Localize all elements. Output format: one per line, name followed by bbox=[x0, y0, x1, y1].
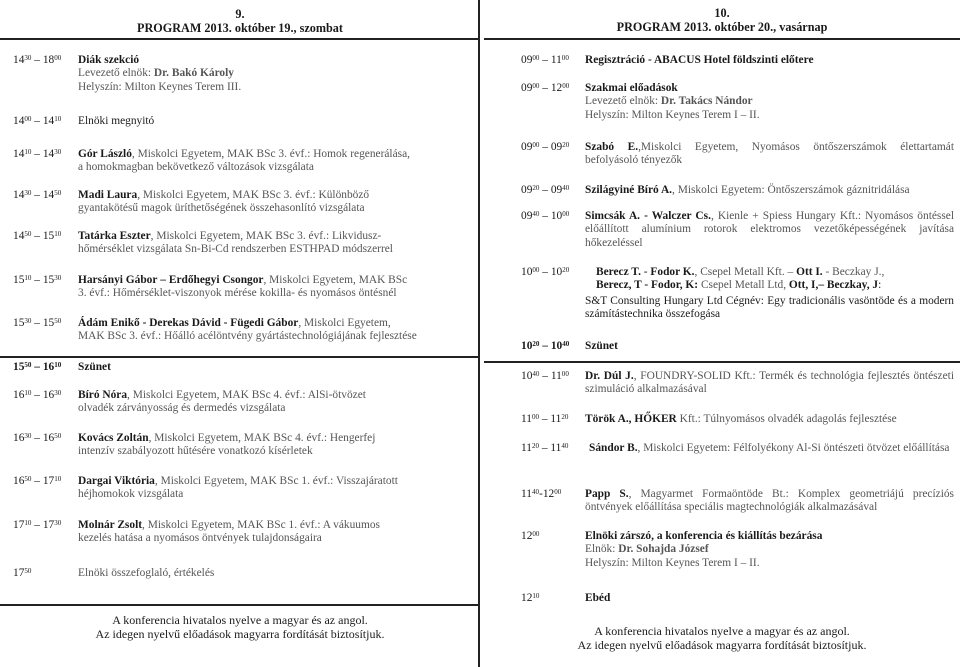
chair-label: Levezető elnök: bbox=[585, 95, 659, 108]
chair-name: Dr. Bakó Károly bbox=[153, 67, 234, 80]
venue: Helyszín: Milton Keynes Terem I – II. bbox=[585, 108, 760, 121]
affiliation: , Csepel Metall Kft. – bbox=[694, 266, 797, 278]
time-range: $11^{00} - 11^{20}$ bbox=[521, 412, 569, 425]
speaker: Szilágyiné Bíró A. bbox=[585, 184, 673, 196]
section-rule bbox=[0, 356, 480, 358]
topic: : Homok regenerálása, bbox=[307, 148, 410, 160]
talk-details: Kft.: Túlnyomásos olvadék adagolás fejlesztése bbox=[676, 413, 897, 425]
time-range: $17^{10} - 17^{30}$ bbox=[13, 518, 62, 531]
speaker: Madi Laura bbox=[78, 189, 138, 201]
footer-line: Az idegen nyelvű előadások magyarra fordítását biztosítjuk. bbox=[577, 637, 867, 652]
talk-details: S&T Consulting Hungary Ltd Cégnév: Egy tradicionális vasöntöde és a modern számítástechnika összefogása bbox=[585, 295, 954, 321]
row-content bbox=[585, 530, 954, 570]
row-content bbox=[585, 413, 954, 426]
footer-line: A konferencia hivatalos nyelve a magyar és az angol. bbox=[112, 613, 368, 627]
time-range: $12^{00}$ bbox=[521, 529, 540, 542]
affiliation: Csepel Metall Ltd, bbox=[698, 279, 789, 292]
speaker: Sándor B. bbox=[589, 442, 638, 454]
affiliation: , Miskolci Egyetem, MAK BSc 3. évf. bbox=[150, 230, 326, 242]
row-content bbox=[78, 389, 440, 416]
topic: : Likvidusz- bbox=[325, 230, 382, 242]
speaker: Erdőhegyi Csongor bbox=[168, 274, 264, 286]
row-content bbox=[78, 361, 440, 374]
row-content bbox=[78, 189, 440, 216]
speaker: Bíró Nóra bbox=[78, 389, 128, 401]
time-range: $16^{10} - 16^{30}$ bbox=[13, 388, 62, 401]
topic: : AlSi-ötvözet bbox=[302, 389, 366, 401]
speaker: Harsányi Gábor bbox=[78, 274, 158, 286]
talk-details: , Miskolci Egyetem: Öntőszerszámok gáznitridálása bbox=[672, 184, 910, 196]
topic: : Hőálló acélöntvény gyártástechnológiájának fejlesztése bbox=[158, 330, 417, 343]
topic: : Hengerfej bbox=[323, 432, 376, 444]
topic: intenzív szabályozott hűtésére vonatkozó kísérletek bbox=[78, 445, 313, 458]
speaker: Török A., HŐKER bbox=[585, 413, 677, 425]
row-content bbox=[585, 340, 954, 353]
session-title: Elnöki zárszó, a konferencia és kiállítás bezárása bbox=[585, 530, 823, 542]
session-title: Szünet bbox=[585, 340, 618, 352]
time-range: $09^{20} - 09^{40}$ bbox=[521, 183, 570, 196]
topic: gyantakötésű magok üríthetőségének összehasonlító vizsgálata bbox=[78, 202, 365, 215]
speaker: Molnár Zsolt bbox=[78, 519, 143, 531]
topic: : Különböző bbox=[312, 189, 370, 201]
footer-line: Az idegen nyelvű előadások magyarra fordítását biztosítjuk. bbox=[95, 626, 385, 641]
row-content bbox=[78, 115, 440, 128]
speaker: Dargai Viktória bbox=[78, 475, 155, 487]
row-content bbox=[78, 317, 440, 344]
row-content bbox=[585, 82, 954, 122]
row-content bbox=[585, 184, 954, 197]
day1-number: 9. bbox=[235, 7, 245, 21]
day1-footer bbox=[0, 614, 480, 642]
time-range: $09^{40} - 10^{00}$ bbox=[521, 209, 570, 222]
time-range: $09^{00} - 11^{00}$ bbox=[521, 53, 569, 66]
day1-header bbox=[0, 8, 480, 35]
session-title: Szünet bbox=[78, 361, 111, 373]
affiliation: , Miskolci Egyetem, MAK BSc 1. évf. bbox=[142, 519, 318, 531]
chair-name: Dr. Sohajda József bbox=[618, 543, 709, 556]
day2-header-rule bbox=[484, 38, 960, 40]
time-range: $15^{10} - 15^{30}$ bbox=[13, 273, 62, 286]
day2-title: PROGRAM 2013. október 20., vasárnap bbox=[616, 19, 828, 34]
affiliation: MAK BSc 3. évf. bbox=[78, 330, 159, 343]
speaker: Tatárka Eszter bbox=[78, 230, 151, 242]
affiliation: , Miskolci Egyetem, MAK BSc 4. évf. bbox=[127, 389, 303, 401]
row-content bbox=[78, 54, 440, 94]
talk-details: , Kienle + Spiess Hungary Kft.: Nyomásos öntéssel előállított alumínium rotorok elektromos vezetőképességének javítása hőkezeléssel bbox=[585, 210, 955, 249]
row-content bbox=[78, 475, 440, 502]
affiliation: , Miskolci Egyetem, MAK BSc bbox=[263, 274, 408, 286]
time-range: $14^{50} - 15^{10}$ bbox=[13, 229, 62, 242]
day1-header-rule bbox=[0, 38, 480, 40]
chair-name: Dr. Takács Nándor bbox=[660, 95, 753, 108]
time-range: $16^{50} - 17^{10}$ bbox=[13, 474, 62, 487]
day2-footer bbox=[484, 625, 960, 653]
row-content bbox=[585, 210, 954, 250]
time-range: $15^{50} - 16^{10}$ bbox=[13, 360, 62, 373]
venue: Helyszín: Milton Keynes Terem III. bbox=[78, 80, 242, 93]
time-range: $10^{40} - 11^{00}$ bbox=[521, 369, 569, 382]
time-range: $16^{30} - 16^{50}$ bbox=[13, 431, 62, 444]
time-range: $15^{30} - 15^{50}$ bbox=[13, 316, 62, 329]
time-range: $17^{50}$ bbox=[13, 566, 32, 579]
speaker: Ott I. bbox=[796, 266, 823, 278]
day2-number: 10. bbox=[714, 6, 730, 20]
time-range: $14^{30} - 14^{50}$ bbox=[13, 188, 62, 201]
affiliation: , Miskolci Egyetem, MAK BSc 3. évf. bbox=[131, 148, 308, 160]
topic: a homokmagban bekövetkező változások vizsgálata bbox=[78, 161, 314, 174]
speaker: Ádám Enikő - Derekas Dávid - Fügedi Gábor bbox=[78, 317, 299, 329]
topic: : Hőmérséklet-viszonyok mérése kokilla- és nyomásos öntésnél bbox=[106, 287, 397, 300]
chair-label: Elnök: bbox=[585, 543, 616, 556]
speaker: Gór László bbox=[78, 148, 132, 160]
row-content bbox=[78, 567, 440, 580]
topic: hőmérséklet vizsgálata Sn-Bi-Cd rendszerben ESTHPAD módszerrel bbox=[78, 243, 393, 256]
day2-header bbox=[484, 7, 960, 34]
row-content bbox=[78, 519, 440, 546]
chair-label: Levezető elnök: bbox=[78, 67, 152, 80]
session-title: Ebéd bbox=[585, 592, 611, 604]
row-content: Berecz T. - Fodor K., Csepel Metall Kft. – Ott I. - Beczkay J., Berecz, T - Fodor, K: Csepel Metall Ltd, Ott, I,– Beczkay, J: bbox=[596, 266, 885, 292]
affiliation: 3. évf. bbox=[78, 287, 107, 300]
time-range: $10^{00} - 10^{20}$ bbox=[521, 265, 570, 278]
speaker: Kovács Zoltán bbox=[78, 432, 149, 444]
row-content: Harsányi Gábor – Erdőhegyi Csongor, Miskolci Egyetem, MAK BSc 3. évf.: Hőmérséklet-viszonyok mérése kokilla- és nyomásos öntésnél bbox=[78, 274, 408, 300]
speaker: Fodor K. bbox=[650, 266, 695, 278]
topic: : A vákuumos bbox=[317, 519, 380, 531]
affiliation: , Miskolci Egyetem, MAK BSc 4. évf. bbox=[148, 432, 324, 444]
affiliation: , Miskolci Egyetem, MAK BSc 1. évf. bbox=[154, 475, 331, 487]
topic: olvadék zárványosság és dermedés vizsgálata bbox=[78, 402, 286, 415]
venue: Helyszín: Milton Keynes Terem I – II. bbox=[585, 556, 760, 569]
section-rule bbox=[484, 361, 960, 363]
footer-rule bbox=[0, 604, 480, 606]
row-content bbox=[589, 442, 954, 455]
time-range: $11^{20} - 11^{40}$ bbox=[521, 441, 569, 454]
topic: : Visszajáratott bbox=[330, 475, 398, 487]
time-range: $14^{10} - 14^{30}$ bbox=[13, 147, 62, 160]
time-range: $09^{00} - 12^{00}$ bbox=[521, 81, 570, 94]
time-range: $12^{10}$ bbox=[521, 591, 540, 604]
talk-details: ,Miskolci Egyetem, Nyomásos öntőszerszámok élettartamát befolyásoló tényezők bbox=[585, 141, 954, 167]
time-range: $09^{00} - 09^{20}$ bbox=[521, 140, 570, 153]
row-content bbox=[78, 432, 440, 459]
time-range: $14^{00} - 14^{10}$ bbox=[13, 114, 62, 127]
row-content bbox=[585, 141, 954, 168]
time-range: $10^{20} - 10^{40}$ bbox=[521, 339, 570, 352]
row-content bbox=[78, 230, 440, 257]
day1-title: PROGRAM 2013. október 19., szombat bbox=[137, 20, 343, 35]
speaker: Ott, I,– Beczkay, J bbox=[788, 279, 879, 292]
row-content bbox=[78, 148, 440, 175]
affiliation: - Beczkay J., bbox=[822, 266, 885, 278]
time-range: $14^{30} - 18^{00}$ bbox=[13, 53, 62, 66]
speaker: Berecz T. bbox=[596, 266, 641, 278]
affiliation: , Miskolci Egyetem, bbox=[298, 317, 391, 329]
day2-column bbox=[484, 0, 960, 667]
time-range: $11^{40}-12^{00}$ bbox=[521, 487, 562, 500]
session-title: Regisztráció - ABACUS Hotel földszinti előtere bbox=[585, 54, 814, 66]
speaker: Berecz, T - Fodor, K: bbox=[596, 279, 699, 292]
topic: héjhomokok vizsgálata bbox=[78, 488, 184, 501]
affiliation: , Miskolci Egyetem, MAK BSc 3. évf. bbox=[137, 189, 313, 201]
speaker: Dr. Dúl J. bbox=[585, 370, 634, 382]
footer-line: A konferencia hivatalos nyelve a magyar és az angol. bbox=[594, 624, 850, 638]
talk-details: , Miskolci Egyetem: Félfolyékony Al-Si öntészeti ötvözet előállítása bbox=[637, 442, 950, 454]
topic: kezelés hatása a nyomásos öntvények tulajdonságaira bbox=[78, 532, 322, 545]
speaker: Papp S. bbox=[585, 488, 629, 500]
talk-details: , FOUNDRY-SOLID Kft.: Termék és technológia fejlesztés öntészeti szimuláció alkalmazásával bbox=[585, 370, 954, 396]
row-content bbox=[585, 488, 954, 515]
row-content bbox=[585, 370, 954, 397]
session-title: Szakmai előadások bbox=[585, 82, 678, 94]
row-content bbox=[585, 592, 954, 605]
session-title: Diák szekció bbox=[78, 54, 140, 66]
speaker: Simcsák A. - Walczer Cs. bbox=[585, 210, 711, 222]
row-content bbox=[585, 54, 954, 67]
speaker: Szabó E. bbox=[585, 141, 639, 153]
talk-details: , Magyarmet Formaöntöde Bt.: Komplex geometriájú precíziós öntvények előállítása speciális magtechnológiák alkalmazásával bbox=[585, 488, 954, 514]
session-title: Elnöki összefoglaló, értékelés bbox=[78, 567, 215, 579]
session-title: Elnöki megnyitó bbox=[78, 115, 155, 127]
